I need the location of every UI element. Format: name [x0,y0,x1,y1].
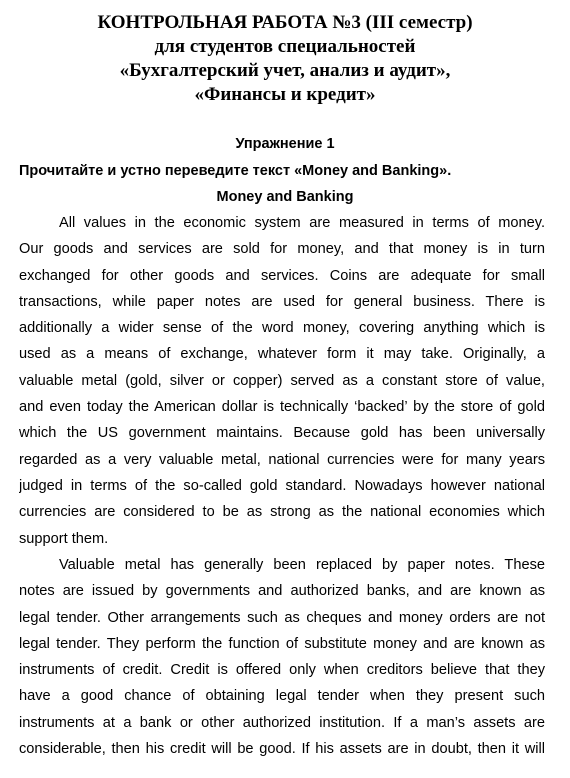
paragraph-line: exchanged for other goods and services. Coins are adequate for small [19,267,545,284]
header-audience: для студентов специальностей [154,36,416,57]
paragraph-line: additionally a wider sense of the word money, covering anything which is [19,320,545,337]
paragraph-line: used as a means of exchange, whatever form it may take. Originally, a [19,346,545,363]
paragraph-line: judged in terms of the so-called gold standard. Nowadays however national [19,477,545,494]
paragraph-line: notes are issued by governments and authorized banks, and are known as [19,583,545,600]
header-specialty-1: «Бухгалтерский учет, анализ и аудит», [119,60,451,81]
header-title: КОНТРОЛЬНАЯ РАБОТА №3 (III семестр) [97,12,473,33]
paragraph-line: legal tender. They perform the function of substitute money and are known as [19,635,545,652]
paragraph-line: and even today the American dollar is technically ‘backed’ by the store of gold [19,399,545,416]
paragraph-line: currencies are considered to be as strong as the national economies which [19,504,545,521]
paragraph-line: support them. [19,530,109,547]
exercise-instruction: Прочитайте и устно переведите текст «Money and Banking». [19,163,452,179]
paragraph-line: Our goods and services are sold for money, and that money is in turn [19,241,545,258]
paragraph-2 [19,552,545,762]
text-title: Money and Banking [216,189,354,205]
document-header [0,11,570,107]
paragraph-line: All values in the economic system are measured in terms of money. [59,215,545,231]
paragraph-line: instruments of credit. Credit is offered only when creditors believe that they [19,662,545,679]
paragraph-line: valuable metal (gold, silver or copper) served as a constant store of value, [19,372,545,389]
paragraph-line: regarded as a very valuable metal, national currencies were for many years [19,451,545,468]
paragraph-line: instruments at a bank or other authorized institution. If a man’s assets are [19,714,545,731]
header-specialty-2: «Финансы и кредит» [194,84,376,105]
paragraph-line: which the US government maintains. Because gold has been universally [19,425,545,442]
paragraph-line: Valuable metal has generally been replaced by paper notes. These [59,557,545,573]
paragraph-line: legal tender. Other arrangements such as cheques and money orders are not [19,609,545,626]
exercise-heading: Упражнение 1 [235,136,335,152]
paragraph-line: transactions, while paper notes are used for general business. There is [19,293,545,310]
paragraph-1 [19,210,545,552]
paragraph-line: considerable, then his credit will be good. If his assets are in doubt, then it will [19,741,545,758]
paragraph-line: have a good chance of obtaining legal tender when they present such [19,688,545,705]
